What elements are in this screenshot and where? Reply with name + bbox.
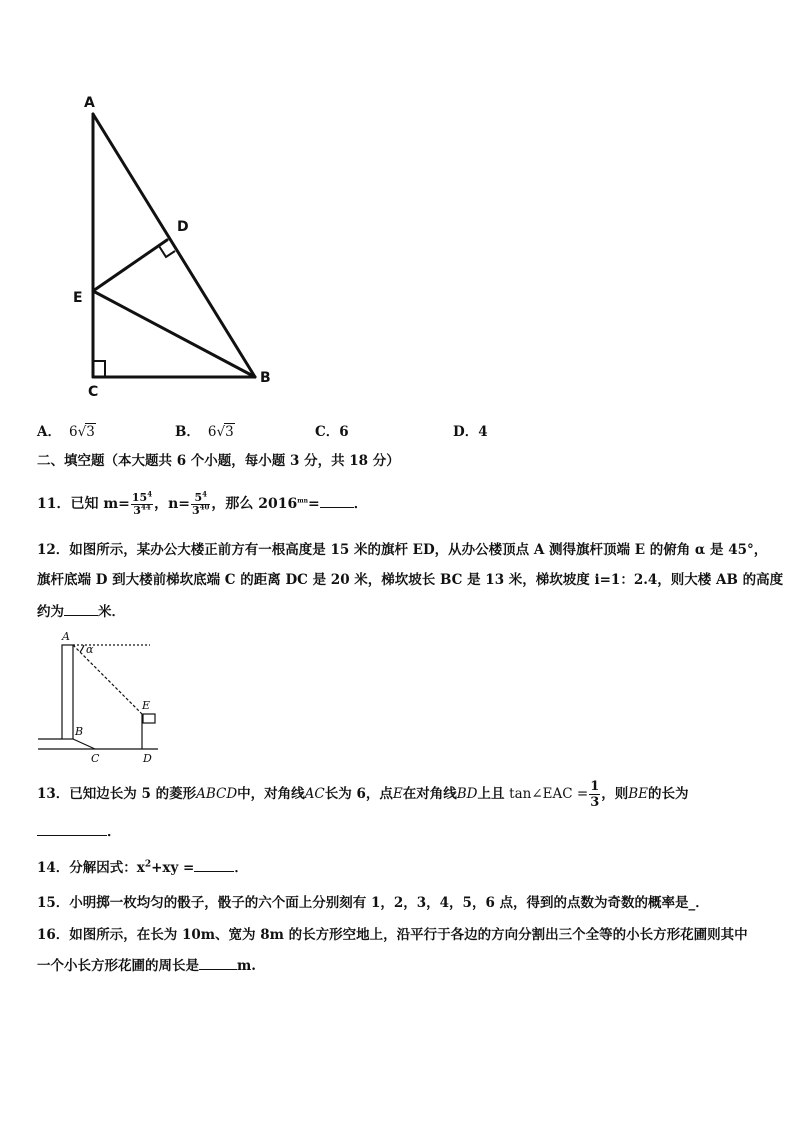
- building-figure: [0, 628, 794, 768]
- question-14: 14．分解因式：$x^2+xy$ = ．: [37, 859, 248, 876]
- right-angle-c-icon: [93, 361, 105, 377]
- question-13-answer: ．: [37, 822, 121, 842]
- fraction-tan: $\frac{1}{3}$: [590, 779, 600, 810]
- question-12-line1: 12．如图所示，某办公大楼正前方有一根高度是 15 米的旗杆 ED，从办公楼顶点 A 测得旗杆顶端 E 的俯角 α 是 45°，: [37, 542, 768, 558]
- option-a[interactable]: A． 6√3: [37, 424, 95, 440]
- option-c[interactable]: C．6: [315, 424, 349, 440]
- question-12-line2: 旗杆底端 D 到大楼前梯坎底端 C 的距离 DC 是 20 米，梯坎坡长 BC 是 13 米，梯坎坡度 i=1：2.4，则大楼 AB 的高度: [37, 572, 784, 588]
- section-heading: 二、填空题（本大题共 6 个小题，每小题 3 分，共 18 分）: [37, 453, 400, 469]
- fig2-label-c: C: [91, 752, 100, 765]
- option-d[interactable]: D．4: [453, 424, 488, 440]
- label-a: A: [84, 95, 95, 111]
- fraction-n: $\frac{5^4}{3^{40}}$: [192, 488, 210, 517]
- sight-line: [73, 645, 142, 714]
- question-16-line1: 16．如图所示，在长为 10m、宽为 8m 的长方形空地上，沿平行于各边的方向分割出三个全等的小长方形花圃则其中: [37, 927, 748, 943]
- question-11: 11．已知 m= $\frac{15^4}{3^{44}}$ ，n= $\frac{5^4}{3^{40}}$ ，那么 $2016^{mn}=$ ．: [37, 488, 368, 517]
- right-angle-d-icon: [159, 246, 175, 257]
- segment-eb: [93, 291, 255, 377]
- segment-ed: [93, 240, 167, 291]
- question-12-line3: 约为 米．: [37, 604, 125, 620]
- label-b: B: [260, 370, 271, 386]
- building: [62, 645, 73, 739]
- label-c: C: [88, 384, 99, 400]
- flag: [143, 714, 155, 723]
- answer-blank-16[interactable]: [199, 969, 237, 970]
- label-d: D: [177, 219, 189, 235]
- option-b[interactable]: B． 6√3: [175, 424, 234, 440]
- fraction-m: $\frac{15^4}{3^{44}}$: [131, 488, 153, 517]
- question-15: 15．小明掷一枚均匀的骰子，骰子的六个面上分别刻有 1，2，3，4，5，6 点，得到的点数为奇数的概率是_．: [37, 895, 709, 911]
- fig2-label-alpha: α: [86, 643, 94, 656]
- fig2-label-b: B: [75, 725, 84, 738]
- answer-blank-13[interactable]: [37, 835, 107, 836]
- answer-blank-12[interactable]: [64, 615, 98, 616]
- question-16-line2: 一个小长方形花圃的周长是 m.: [37, 958, 256, 974]
- segment-ab: [93, 114, 255, 377]
- fig2-label-d: D: [143, 752, 152, 765]
- triangle-figure: [0, 0, 794, 410]
- fig2-label-e: E: [142, 699, 151, 712]
- label-e: E: [73, 290, 83, 306]
- fig2-label-a: A: [62, 630, 70, 643]
- question-13: 13．已知边长为 5 的菱形ABCD中，对角线AC长为 6，点E在对角线BD上且 tan∠EAC = $\frac{1}{3}$ ，则BE的长为: [37, 779, 689, 810]
- answer-blank-14[interactable]: [194, 871, 234, 872]
- answer-blank-11[interactable]: [320, 507, 354, 508]
